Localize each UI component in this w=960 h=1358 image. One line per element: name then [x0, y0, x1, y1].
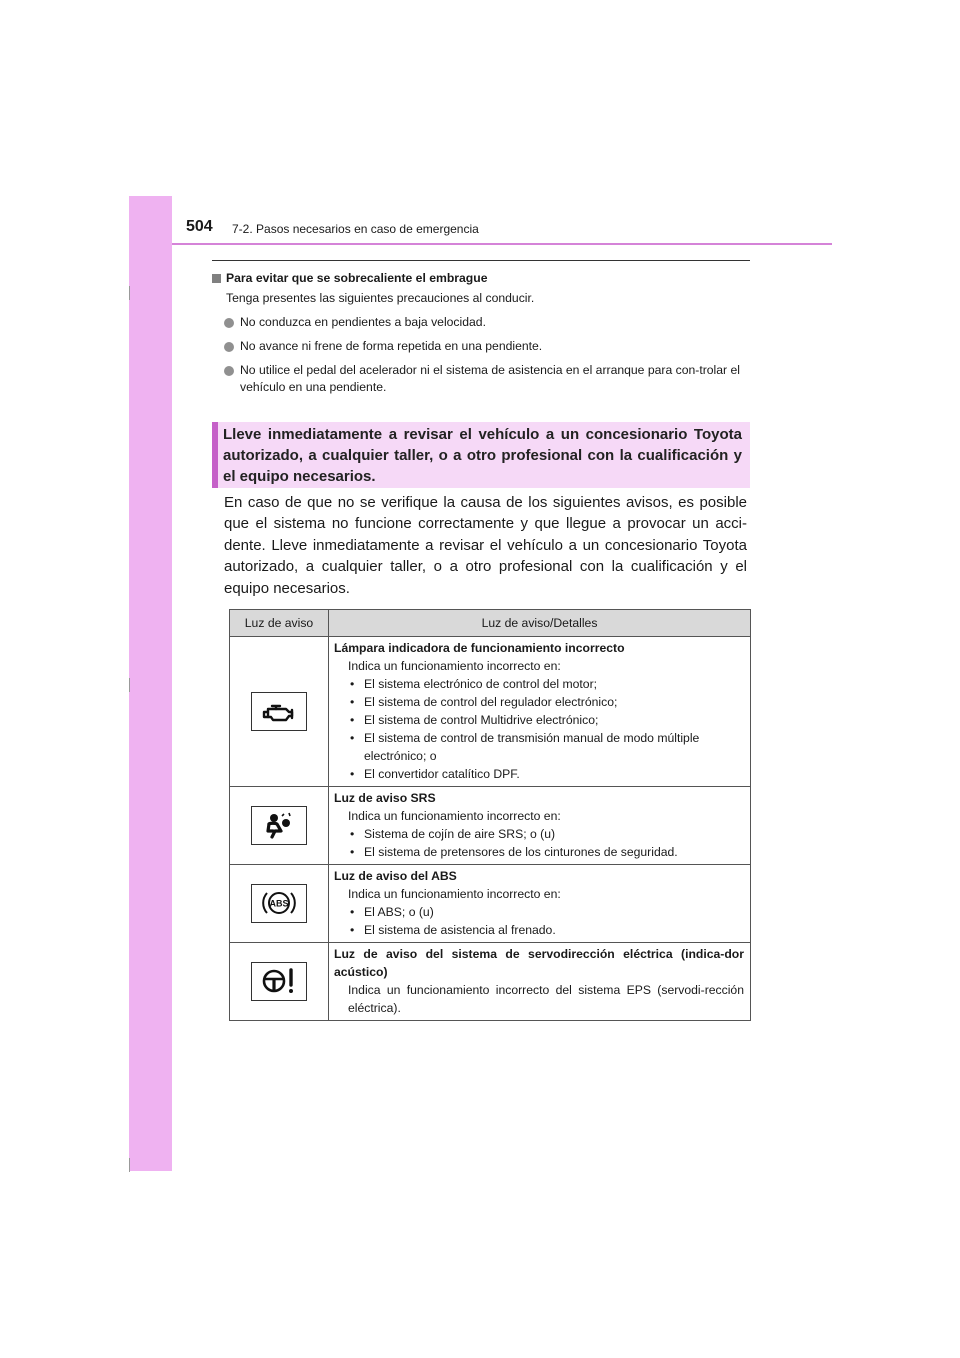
- crop-mark: [129, 1158, 130, 1172]
- table-row: [230, 865, 751, 943]
- abs-icon: [251, 884, 307, 923]
- abs-icon-label: ABS: [269, 898, 289, 909]
- circle-bullet-icon: [224, 318, 234, 328]
- crop-mark: [129, 286, 130, 300]
- clutch-intro: Tenga presentes las siguientes precauciones al conducir.: [226, 291, 535, 305]
- chapter-side-tab: [129, 196, 172, 1171]
- list-item: No utilice el pedal del acelerador ni el sistema de asistencia en el arranque para con-trolar el vehículo en una pendiente.: [212, 362, 750, 396]
- check-engine-icon: [251, 692, 307, 731]
- clutch-section: [212, 270, 750, 396]
- details-cell: Luz de aviso del sistema de servodirección eléctrica (indica-dor acústico) Indica un funcionamiento incorrecto del sistema EPS (servodi-rección eléctrica).: [329, 943, 751, 1021]
- circle-bullet-icon: [224, 342, 234, 352]
- table-row: [230, 943, 751, 1021]
- section-title: 7-2. Pasos necesarios en caso de emergencia: [232, 222, 479, 236]
- icon-cell: [230, 637, 329, 787]
- square-bullet-icon: [212, 274, 221, 283]
- list-item: No avance ni frene de forma repetida en una pendiente.: [212, 338, 750, 355]
- eps-steering-icon: [251, 962, 307, 1001]
- icon-cell: [230, 943, 329, 1021]
- details-cell: Lámpara indicadora de funcionamiento incorrecto Indica un funcionamiento incorrecto en: • El sistema electrónico de control del motor; • El sistema de control del regulador electrónico; • El sistema de control Multidrive electrónico; • El sistema de control de transmisión manual de modo múltiple electrónico; o • El convertidor catalítico DPF.: [329, 637, 751, 787]
- crop-mark: [129, 678, 130, 692]
- callout-box: [212, 422, 750, 488]
- divider: [212, 260, 750, 261]
- clutch-heading: [212, 270, 750, 287]
- header-rule: [172, 243, 832, 245]
- body-paragraph: En caso de que no se verifique la causa de los siguientes avisos, es posible que el sistema no funcione correctamente y que llegue a provocar un acci-dente. Lleve inmediatamente a revisar el vehículo a un concesionario Toyota autorizado, a cualquier taller, o a otro profesional con la cualificación y el equipo necesarios.: [224, 494, 747, 597]
- icon-cell: [230, 865, 329, 943]
- details-cell: Luz de aviso SRS Indica un funcionamiento incorrecto en: • Sistema de cojín de aire SRS; o (u) • El sistema de pretensores de los cinturones de seguridad.: [329, 787, 751, 865]
- icon-cell: [230, 787, 329, 865]
- table-row: [230, 787, 751, 865]
- list-item: No conduzca en pendientes a baja velocidad.: [212, 314, 750, 331]
- callout-text: Lleve inmediatamente a revisar el vehículo a un concesionario Toyota autorizado, a cualquier taller, o a otro profesional con la cualificación y el equipo necesarios.: [223, 426, 742, 485]
- circle-bullet-icon: [224, 366, 234, 376]
- table-row: [230, 637, 751, 787]
- callout-bar: [212, 422, 218, 488]
- table-header-row: [230, 610, 751, 637]
- clutch-heading-text: Para evitar que se sobrecaliente el embrague: [226, 271, 488, 285]
- page-number: 504: [186, 218, 213, 235]
- warning-lights-table: [229, 609, 751, 1021]
- details-cell: Luz de aviso del ABS Indica un funcionamiento incorrecto en: • El ABS; o (u) • El sistema de asistencia al frenado.: [329, 865, 751, 943]
- srs-airbag-icon: [251, 806, 307, 845]
- column-header: Luz de aviso/Detalles: [329, 610, 751, 637]
- column-header: Luz de aviso: [230, 610, 329, 637]
